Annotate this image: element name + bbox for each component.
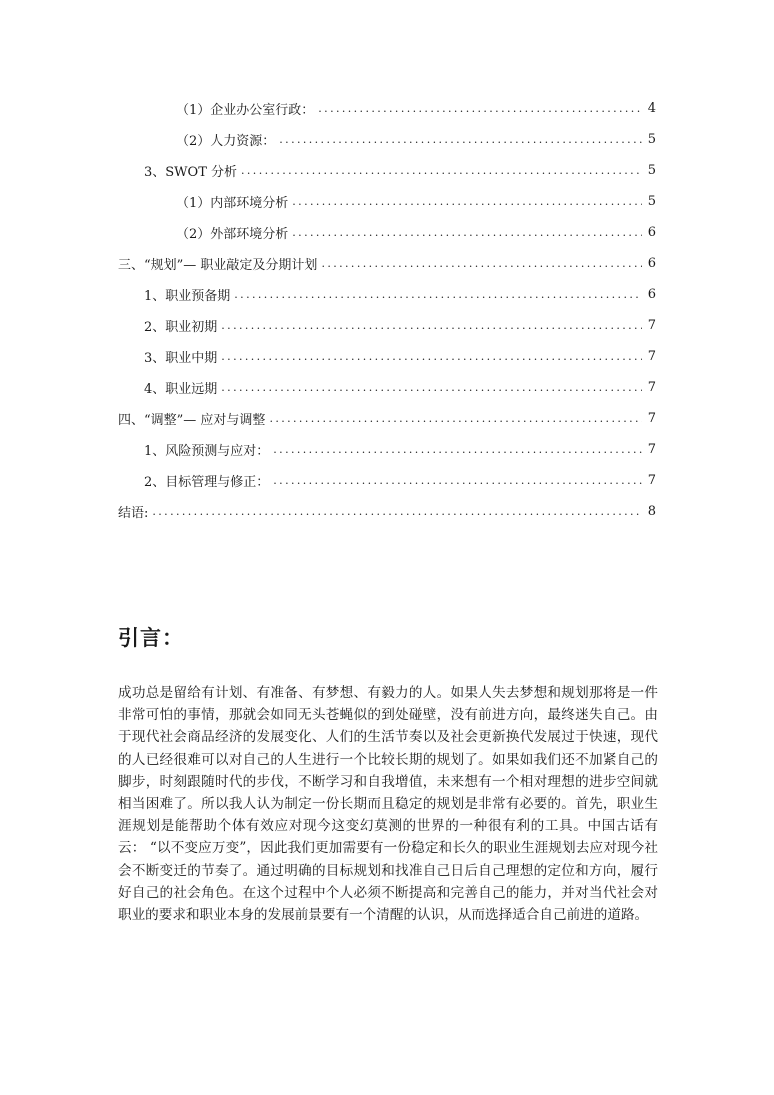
toc-leader-dots bbox=[279, 133, 641, 146]
toc-entry-page: 6 bbox=[647, 225, 656, 240]
toc-leader-dots bbox=[318, 102, 641, 115]
toc-leader-dots bbox=[321, 257, 641, 270]
toc-entry-label: （1）企业办公室行政： bbox=[176, 99, 318, 118]
toc-entry[interactable] bbox=[118, 434, 656, 465]
toc-leader-dots bbox=[234, 288, 641, 301]
toc-entry-label: 3、职业中期 bbox=[144, 347, 221, 366]
toc-entry-page: 6 bbox=[647, 256, 656, 271]
toc-entry-label: 4、职业远期 bbox=[144, 378, 221, 397]
toc-entry[interactable] bbox=[118, 248, 656, 279]
toc-entry-page: 7 bbox=[647, 349, 656, 364]
toc-entry-page: 5 bbox=[647, 132, 656, 147]
introduction-paragraph: 成功总是留给有计划、有准备、有梦想、有毅力的人。如果人失去梦想和规划那将是一件非常可怕的事情，那就会如同无头苍蝇似的到处碰壁，没有前进方向，最终迷失自己。由于现代社会商品经济的发展变化、人们的生活节奏以及社会更新换代发展过于快速，现代的人已经很难可以对自己的人生进行一个比较长期的规划了。如果如我们还不加紧自己的脚步，时刻跟随时代的步伐，不断学习和自我增值，未来想有一个相对理想的进步空间就相当困难了。所以我人认为制定一份长期而且稳定的规划是非常有必要的。首先，职业生涯规划是能帮助个体有效应对现今这变幻莫测的世界的一种很有利的工具。中国古话有云： “以不变应万变”，因此我们更加需要有一份稳定和长久的职业生涯规划去应对现今社会不断变迁的节奏了。通过明确的目标规划和找准自己日后自己理想的定位和方向，履行好自己的社会角色。在这个过程中个人必须不断提高和完善自己的能力，并对当代社会对职业的要求和职业本身的发展前景要有一个清醒的认识，从而选择适合自己前进的道路。 bbox=[118, 685, 658, 924]
toc-leader-dots bbox=[273, 443, 641, 456]
toc-entry-label: 2、职业初期 bbox=[144, 316, 221, 335]
toc-entry-label: 1、风险预测与应对： bbox=[144, 440, 273, 459]
toc-entry-label: 三、“规划”— 职业敲定及分期计划 bbox=[118, 254, 321, 273]
toc-leader-dots bbox=[273, 474, 641, 487]
toc-entry-page: 8 bbox=[647, 504, 656, 519]
toc-entry[interactable] bbox=[118, 217, 656, 248]
toc-entry-label: 1、职业预备期 bbox=[144, 285, 234, 304]
toc-entry-label: （2）外部环境分析 bbox=[176, 223, 292, 242]
toc-entry-page: 7 bbox=[647, 380, 656, 395]
toc-entry-page: 6 bbox=[647, 287, 656, 302]
toc-entry-label: （1）内部环境分析 bbox=[176, 192, 292, 211]
toc-entry-page: 7 bbox=[647, 473, 656, 488]
table-of-contents bbox=[118, 93, 656, 527]
toc-leader-dots bbox=[152, 505, 641, 518]
toc-entry[interactable] bbox=[118, 310, 656, 341]
toc-entry-page: 5 bbox=[647, 163, 656, 178]
toc-entry[interactable] bbox=[118, 186, 656, 217]
toc-leader-dots bbox=[221, 350, 641, 363]
toc-leader-dots bbox=[292, 195, 641, 208]
toc-entry-label: 四、“调整”— 应对与调整 bbox=[118, 409, 269, 428]
toc-leader-dots bbox=[221, 381, 641, 394]
toc-leader-dots bbox=[241, 164, 642, 177]
toc-entry[interactable] bbox=[118, 465, 656, 496]
toc-entry-page: 4 bbox=[647, 101, 656, 116]
toc-entry[interactable] bbox=[118, 341, 656, 372]
toc-leader-dots bbox=[292, 226, 641, 239]
toc-entry-label: 3、SWOT 分析 bbox=[144, 161, 241, 180]
toc-entry-label: 结语: bbox=[118, 502, 152, 521]
toc-entry[interactable] bbox=[118, 403, 656, 434]
toc-entry-page: 7 bbox=[647, 411, 656, 426]
toc-entry[interactable] bbox=[118, 372, 656, 403]
toc-entry-label: 2、目标管理与修正： bbox=[144, 471, 273, 490]
toc-entry[interactable] bbox=[118, 93, 656, 124]
toc-entry[interactable] bbox=[118, 496, 656, 527]
toc-entry[interactable] bbox=[118, 279, 656, 310]
toc-leader-dots bbox=[269, 412, 641, 425]
toc-entry-page: 5 bbox=[647, 194, 656, 209]
toc-entry-label: （2）人力资源： bbox=[176, 130, 279, 149]
toc-entry-page: 7 bbox=[647, 318, 656, 333]
toc-leader-dots bbox=[221, 319, 641, 332]
introduction-heading: 引言： bbox=[118, 625, 184, 650]
toc-entry[interactable] bbox=[118, 155, 656, 186]
toc-entry-page: 7 bbox=[647, 442, 656, 457]
toc-entry[interactable] bbox=[118, 124, 656, 155]
